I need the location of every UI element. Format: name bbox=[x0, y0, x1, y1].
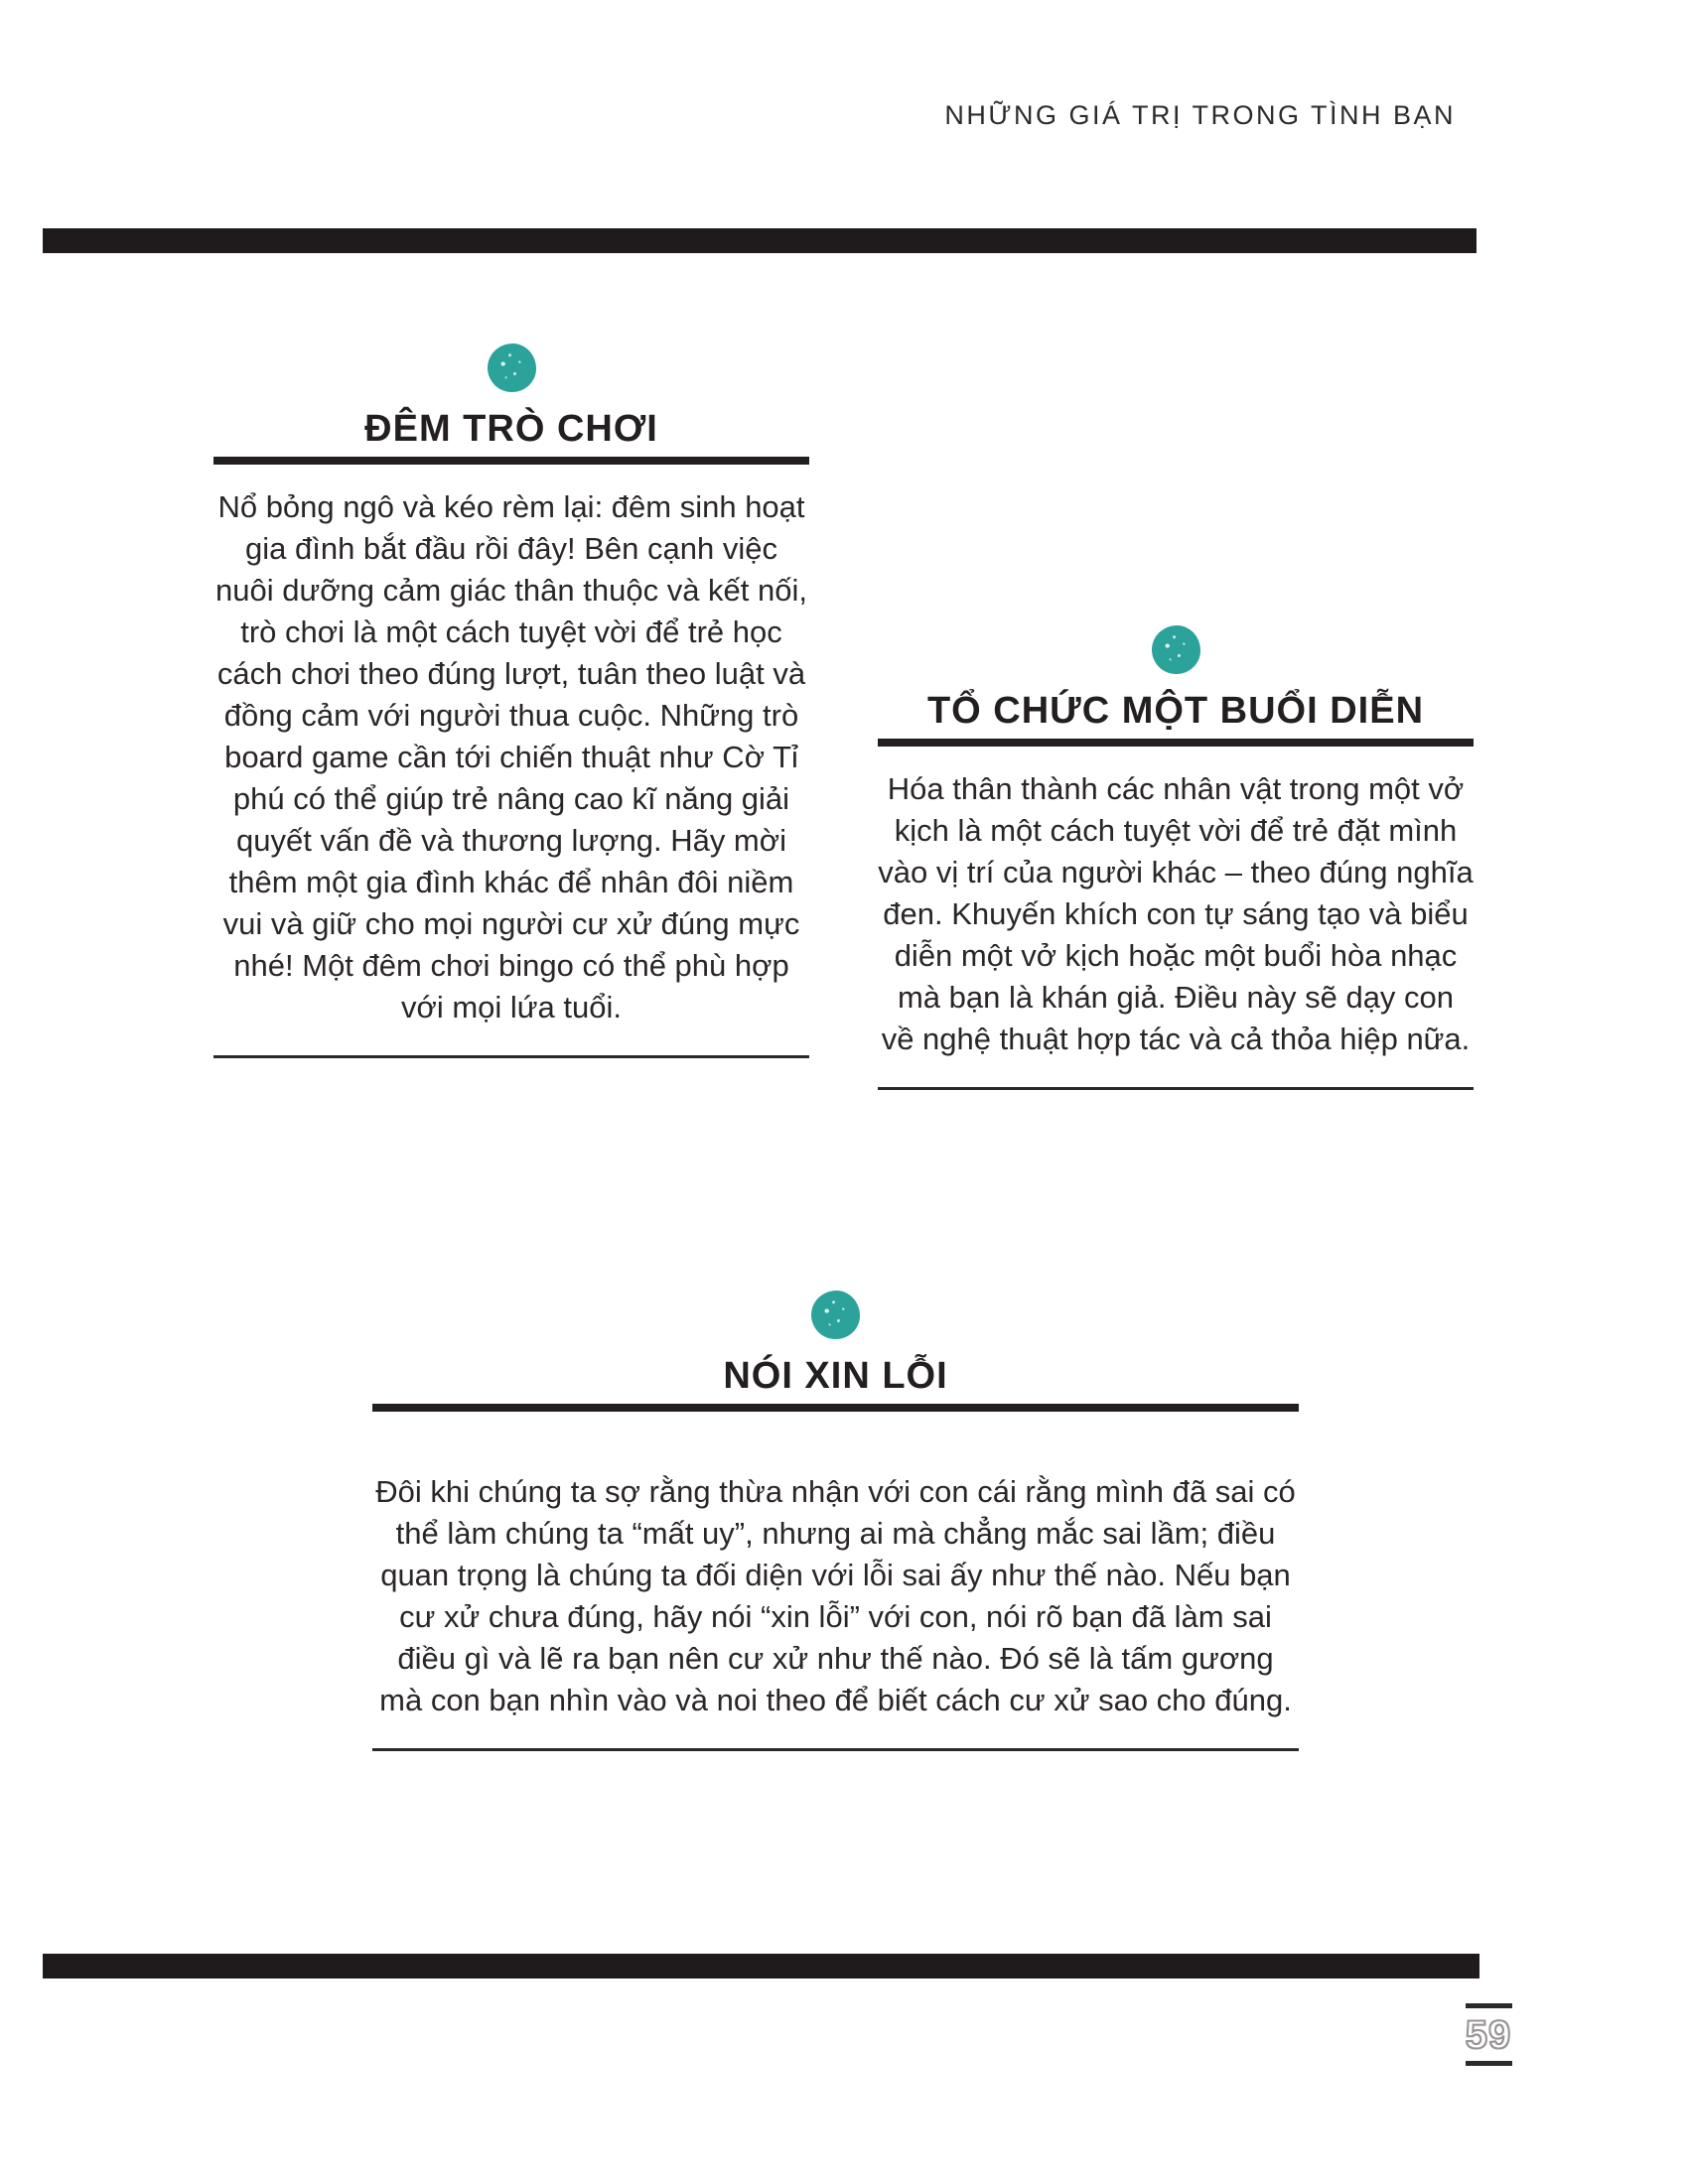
teal-stamp-dot-icon bbox=[811, 1291, 860, 1339]
bottom-divider-bar bbox=[43, 1954, 1479, 1979]
section-game-night bbox=[213, 343, 809, 1058]
section-title: ĐÊM TRÒ CHƠI bbox=[364, 408, 658, 450]
page-number-dash-top bbox=[1466, 2003, 1512, 2008]
page-number-block bbox=[1442, 2003, 1535, 2066]
running-head: NHỮNG GIÁ TRỊ TRONG TÌNH BẠN bbox=[944, 100, 1456, 130]
section-end-rule bbox=[213, 1055, 809, 1058]
title-underline-rule bbox=[372, 1404, 1299, 1412]
section-end-rule bbox=[878, 1087, 1474, 1090]
top-divider-bar bbox=[43, 228, 1477, 253]
section-to-chuc-mot-buoi-dien bbox=[878, 625, 1474, 1090]
section-end-rule bbox=[372, 1748, 1299, 1751]
section-body-text: Nổ bỏng ngô và kéo rèm lại: đêm sinh hoạt gia đình bắt đầu rồi đây! Bên cạnh việc nuôi dưỡng cảm giác thân thuộc và kết nối, trò chơi là một cách tuyệt vời để trẻ học cách chơi theo đúng lượt, tuân theo luật và đồng cảm với người thua cuộc. Những trò board game cần tới chiến thuật như Cờ Tỉ phú có thể giúp trẻ nâng cao kĩ năng giải quyết vấn đề và thương lượng. Hãy mời thêm một gia đình khác để nhân đôi niềm vui và giữ cho mọi người cư xử đúng mực nhé! Một đêm chơi bingo có thể phù hợp với mọi lứa tuổi. bbox=[215, 489, 807, 1024]
section-body-text: Hóa thân thành các nhân vật trong một vở kịch là một cách tuyệt vời để trẻ đặt mình vào vị trí của người khác – theo đúng nghĩa đen. Khuyến khích con tự sáng tạo và biểu diễn một vở kịch hoặc một buổi hòa nhạc mà bạn là khán giả. Điều này sẽ dạy con về nghệ thuật hợp tác và cả thỏa hiệp nữa. bbox=[878, 771, 1474, 1056]
section-title: NÓI XIN LỖI bbox=[723, 1355, 948, 1397]
page-number-dash-bottom bbox=[1466, 2061, 1512, 2066]
page-number: 59 bbox=[1465, 2013, 1512, 2057]
title-underline-rule bbox=[878, 739, 1474, 747]
teal-stamp-dot-icon bbox=[1152, 625, 1200, 674]
title-underline-rule bbox=[213, 457, 809, 465]
section-body-text: Đôi khi chúng ta sợ rằng thừa nhận với con cái rằng mình đã sai có thể làm chúng ta “mất uy”, nhưng ai mà chẳng mắc sai lầm; điều quan trọng là chúng ta đối diện với lỗi sai ấy như thế nào. Nếu bạn cư xử chưa đúng, hãy nói “xin lỗi” với con, nói rõ bạn đã làm sai điều gì và lẽ ra bạn nên cư xử như thế nào. Đó sẽ là tấm gương mà con bạn nhìn vào và noi theo để biết cách cư xử sao cho đúng. bbox=[375, 1474, 1296, 1717]
section-title: TỔ CHỨC MỘT BUỔI DIỄN bbox=[926, 690, 1425, 732]
section-noi-xin-loi bbox=[372, 1291, 1299, 1751]
teal-stamp-dot-icon bbox=[488, 343, 536, 392]
